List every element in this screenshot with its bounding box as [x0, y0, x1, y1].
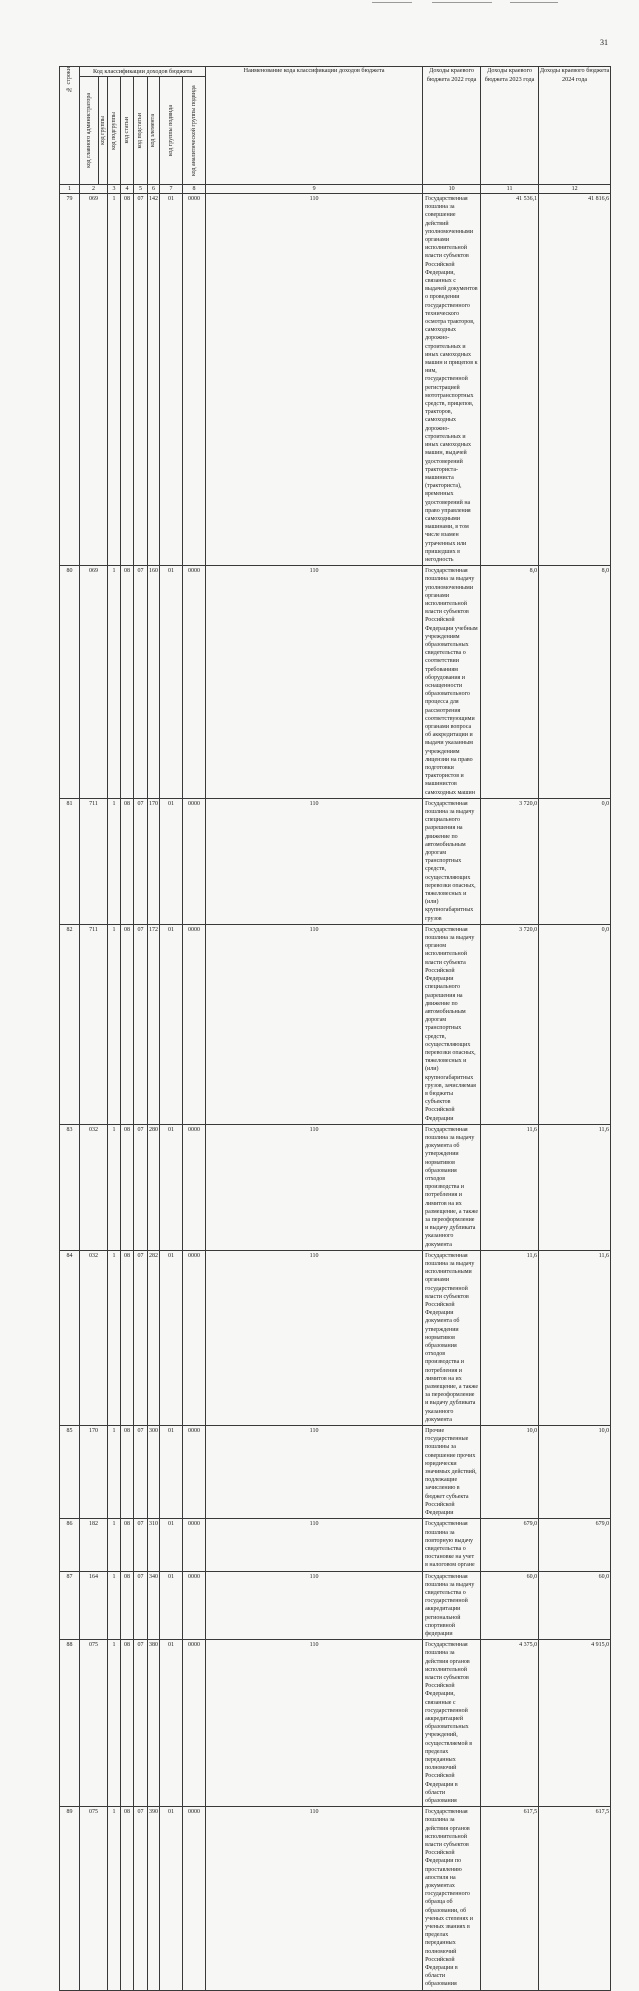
name-header: Наименование кода классификации доходов бюджета	[206, 67, 423, 185]
row-number: 86	[60, 1519, 80, 1571]
admin-code: 711	[80, 798, 108, 924]
amount-2023: 10,0	[539, 1426, 611, 1519]
admin-code: 164	[80, 1571, 108, 1640]
element-code: 01	[160, 566, 183, 799]
substatia-code: 390	[148, 1807, 160, 1990]
column-number: 8	[183, 185, 206, 194]
subkind-code: 0000	[183, 924, 206, 1124]
admin-code: 075	[80, 1640, 108, 1807]
row-number: 87	[60, 1571, 80, 1640]
subgroup-code: 08	[121, 1250, 134, 1425]
column-number: 7	[160, 185, 183, 194]
subkind-code: 0000	[183, 194, 206, 566]
admin-code: 069	[80, 566, 108, 799]
table-row	[60, 798, 611, 924]
table-row	[60, 1124, 611, 1250]
budget-revenue-table	[59, 66, 611, 1991]
article-code: 07	[134, 798, 148, 924]
element-code: 01	[160, 1250, 183, 1425]
revenue-name: Государственная пошлина за действия органов исполнительной власти субъектов Российской Федерации, связанные с государственной аккредитацией образовательных учреждений, осуществляемой в пределах переданных полномочий Российской Федерации в области образования	[423, 1640, 481, 1807]
analytic-code: 110	[206, 1426, 423, 1519]
admin-code: 170	[80, 1426, 108, 1519]
element-code: 01	[160, 1124, 183, 1250]
subkind-code: 0000	[183, 1571, 206, 1640]
substatia-code: 340	[148, 1571, 160, 1640]
revenue-name: Государственная пошлина за выдачу исполнительными органами государственной власти субъектов Российской Федерации документа об утверждении нормативов образования отходов производства и потребления и лимитов на их размещение, а также за переоформление и выдачу дубликата указанного документа	[423, 1250, 481, 1425]
substatia-code: 282	[148, 1250, 160, 1425]
amount-2023: 0,0	[539, 798, 611, 924]
top-rule	[510, 2, 558, 3]
amount-2022: 3 720,0	[481, 798, 539, 924]
article-code: 07	[134, 1571, 148, 1640]
subkind-code: 0000	[183, 798, 206, 924]
amount-2022: 11,6	[481, 1124, 539, 1250]
amount-2022: 8,0	[481, 566, 539, 799]
substatia-code: 380	[148, 1640, 160, 1807]
group-code: 1	[108, 1571, 121, 1640]
amount-2023: 0,0	[539, 924, 611, 1124]
subgroup-code: 08	[121, 1124, 134, 1250]
column-number: 3	[108, 185, 121, 194]
table-row	[60, 1250, 611, 1425]
substatia-code-header: код подстатьи	[134, 77, 148, 185]
substatia-code: 170	[148, 798, 160, 924]
subkind-code: 0000	[183, 1250, 206, 1425]
element-code: 01	[160, 924, 183, 1124]
analytic-code: 110	[206, 566, 423, 799]
revenue-name: Государственная пошлина за действия органов исполнительной власти субъектов Российской Федерации по проставлению апостиля на документах государственного образца об образовании, об ученых степенях и ученых званиях в пределах переданных полномочий Российской Федерации в области образования	[423, 1807, 481, 1990]
row-number: 81	[60, 798, 80, 924]
year-2024-header: Доходы краевого бюджета 2024 года	[539, 67, 611, 185]
group-code: 1	[108, 1426, 121, 1519]
amount-2022: 60,0	[481, 1571, 539, 1640]
row-number-header: № строки	[60, 67, 80, 185]
substatia-code: 300	[148, 1426, 160, 1519]
subkind-group-code-header: код группы подвида	[160, 77, 183, 185]
substatia-code: 160	[148, 566, 160, 799]
table-row	[60, 566, 611, 799]
row-number: 84	[60, 1250, 80, 1425]
revenue-name: Государственная пошлина за выдачу свидетельства о государственной аккредитации региональной спортивной федерации	[423, 1571, 481, 1640]
element-code: 01	[160, 1571, 183, 1640]
admin-code: 075	[80, 1807, 108, 1990]
revenue-name: Государственная пошлина за повторную выдачу свидетельства о постановке на учет в налоговом органе	[423, 1519, 481, 1571]
subgroup-code: 08	[121, 1807, 134, 1990]
table-row	[60, 194, 611, 566]
substatia-code: 280	[148, 1124, 160, 1250]
revenue-name: Государственная пошлина за выдачу уполномоченными органами исполнительной власти субъектов Российской Федерации учебным учреждениям образовательных свидетельства о соответствии требованиям оборудования и оснащенности образовательного процесса для рассмотрения соответствующими органами вопроса об аккредитации и выдачи указанным учреждениям лицензии на право подготовки трактористов и машинистов самоходных машин	[423, 566, 481, 799]
classification-group-header: Код классификации доходов бюджета	[80, 67, 206, 77]
subgroup-code: 08	[121, 566, 134, 799]
amount-2022: 3 720,0	[481, 924, 539, 1124]
table-row	[60, 1519, 611, 1571]
article-code: 07	[134, 194, 148, 566]
revenue-name: Государственная пошлина за выдачу органом исполнительной власти субъекта Российской Федерации специального разрешения на движение по автомобильным дорогам транспортных средств, осуществляющих перевозки опасных, тяжеловесных и (или) крупногабаритных грузов, зачисляемая в бюджеты субъектов Российской Федерации	[423, 924, 481, 1124]
revenue-name: Государственная пошлина за выдачу документа об утверждении нормативов образования отходов производства и потребления и лимитов на их размещение, а также за переоформление и выдачу дубликата указанного документа	[423, 1124, 481, 1250]
subkind-code: 0000	[183, 1426, 206, 1519]
group-code: 1	[108, 1124, 121, 1250]
group-code-header: код группы	[99, 77, 108, 185]
amount-2022: 11,6	[481, 1250, 539, 1425]
admin-code: 711	[80, 924, 108, 1124]
amount-2023: 617,5	[539, 1807, 611, 1990]
amount-2023: 679,0	[539, 1519, 611, 1571]
admin-code: 032	[80, 1124, 108, 1250]
column-number: 5	[134, 185, 148, 194]
analytic-code: 110	[206, 1519, 423, 1571]
table-row	[60, 1571, 611, 1640]
top-rule	[372, 2, 412, 3]
column-number: 11	[481, 185, 539, 194]
element-code-header: код элемента	[148, 77, 160, 185]
article-code: 07	[134, 1807, 148, 1990]
column-number: 9	[206, 185, 423, 194]
row-number: 80	[60, 566, 80, 799]
amount-2022: 679,0	[481, 1519, 539, 1571]
analytic-code: 110	[206, 1807, 423, 1990]
subgroup-code: 08	[121, 1571, 134, 1640]
table-row	[60, 1807, 611, 1990]
amount-2023: 60,0	[539, 1571, 611, 1640]
subkind-code: 0000	[183, 1124, 206, 1250]
group-code: 1	[108, 566, 121, 799]
element-code: 01	[160, 1807, 183, 1990]
amount-2023: 41 816,6	[539, 194, 611, 566]
row-number: 82	[60, 924, 80, 1124]
amount-2023: 8,0	[539, 566, 611, 799]
amount-2023: 11,6	[539, 1124, 611, 1250]
admin-code: 032	[80, 1250, 108, 1425]
analytic-group-code-header: код аналитической группы подвида	[183, 77, 206, 185]
article-code: 07	[134, 1124, 148, 1250]
analytic-code: 110	[206, 798, 423, 924]
element-code: 01	[160, 1426, 183, 1519]
amount-2023: 4 915,0	[539, 1640, 611, 1807]
article-code: 07	[134, 1640, 148, 1807]
element-code: 01	[160, 1640, 183, 1807]
subgroup-code: 08	[121, 1426, 134, 1519]
analytic-code: 110	[206, 194, 423, 566]
group-code: 1	[108, 1519, 121, 1571]
subgroup-code: 08	[121, 194, 134, 566]
article-code: 07	[134, 1250, 148, 1425]
admin-code-header: код главного администратора	[80, 77, 99, 185]
admin-code: 069	[80, 194, 108, 566]
column-number: 2	[80, 185, 108, 194]
revenue-name: Государственная пошлина за выдачу специального разрешения на движение по автомобильным дорогам транспортных средств, осуществляющих перевозки опасных, тяжеловесных и (или) крупногабаритных грузов	[423, 798, 481, 924]
amount-2022: 41 536,1	[481, 194, 539, 566]
subkind-code: 0000	[183, 1807, 206, 1990]
element-code: 01	[160, 194, 183, 566]
subgroup-code: 08	[121, 924, 134, 1124]
group-code: 1	[108, 194, 121, 566]
group-code: 1	[108, 1807, 121, 1990]
analytic-code: 110	[206, 1124, 423, 1250]
year-2023-header: Доходы краевого бюджета 2023 года	[481, 67, 539, 185]
row-number: 89	[60, 1807, 80, 1990]
article-code-header: код статьи	[121, 77, 134, 185]
element-code: 01	[160, 798, 183, 924]
row-number: 83	[60, 1124, 80, 1250]
subkind-code: 0000	[183, 566, 206, 799]
element-code: 01	[160, 1519, 183, 1571]
article-code: 07	[134, 1519, 148, 1571]
top-rule	[432, 2, 492, 3]
article-code: 07	[134, 924, 148, 1124]
substatia-code: 310	[148, 1519, 160, 1571]
year-2022-header: Доходы краевого бюджета 2022 года	[423, 67, 481, 185]
column-number: 1	[60, 185, 80, 194]
article-code: 07	[134, 1426, 148, 1519]
row-number: 79	[60, 194, 80, 566]
amount-2022: 10,0	[481, 1426, 539, 1519]
amount-2022: 4 375,0	[481, 1640, 539, 1807]
analytic-code: 110	[206, 1640, 423, 1807]
group-code: 1	[108, 924, 121, 1124]
column-number: 12	[539, 185, 611, 194]
column-number-row	[60, 185, 611, 194]
article-code: 07	[134, 566, 148, 799]
group-code: 1	[108, 1250, 121, 1425]
admin-code: 182	[80, 1519, 108, 1571]
column-number: 10	[423, 185, 481, 194]
substatia-code: 172	[148, 924, 160, 1124]
table-row	[60, 1640, 611, 1807]
page-number: 31	[600, 38, 608, 47]
group-code: 1	[108, 798, 121, 924]
table-row	[60, 924, 611, 1124]
analytic-code: 110	[206, 1250, 423, 1425]
column-number: 4	[121, 185, 134, 194]
amount-2022: 617,5	[481, 1807, 539, 1990]
row-number: 88	[60, 1640, 80, 1807]
revenue-name: Прочие государственные пошлины за совершение прочих юридически значимых действий, подлежащие зачислению в бюджет субъекта Российской Федерации	[423, 1426, 481, 1519]
row-number: 85	[60, 1426, 80, 1519]
subgroup-code: 08	[121, 1519, 134, 1571]
column-number: 6	[148, 185, 160, 194]
revenue-name: Государственная пошлина за совершение действий уполномоченными органами исполнительной власти субъектов Российской Федерации, связанных с выдачей документов о проведении государственного технического осмотра тракторов, самоходных дорожно-строительных и иных самоходных машин и прицепов к ним, государственной регистрацией мототранспортных средств, прицепов, тракторов, самоходных дорожно-строительных и иных самоходных машин, выдачей удостоверений тракториста-машиниста (тракториста), временных удостоверений на право управления самоходными машинами, в том числе взамен утраченных или пришедших в негодность	[423, 194, 481, 566]
substatia-code: 142	[148, 194, 160, 566]
subgroup-code: 08	[121, 1640, 134, 1807]
subkind-code: 0000	[183, 1640, 206, 1807]
subkind-code: 0000	[183, 1519, 206, 1571]
amount-2023: 11,6	[539, 1250, 611, 1425]
analytic-code: 110	[206, 1571, 423, 1640]
analytic-code: 110	[206, 924, 423, 1124]
subgroup-code: 08	[121, 798, 134, 924]
group-code: 1	[108, 1640, 121, 1807]
subgroup-code-header: код подгруппы	[108, 77, 121, 185]
table-row	[60, 1426, 611, 1519]
